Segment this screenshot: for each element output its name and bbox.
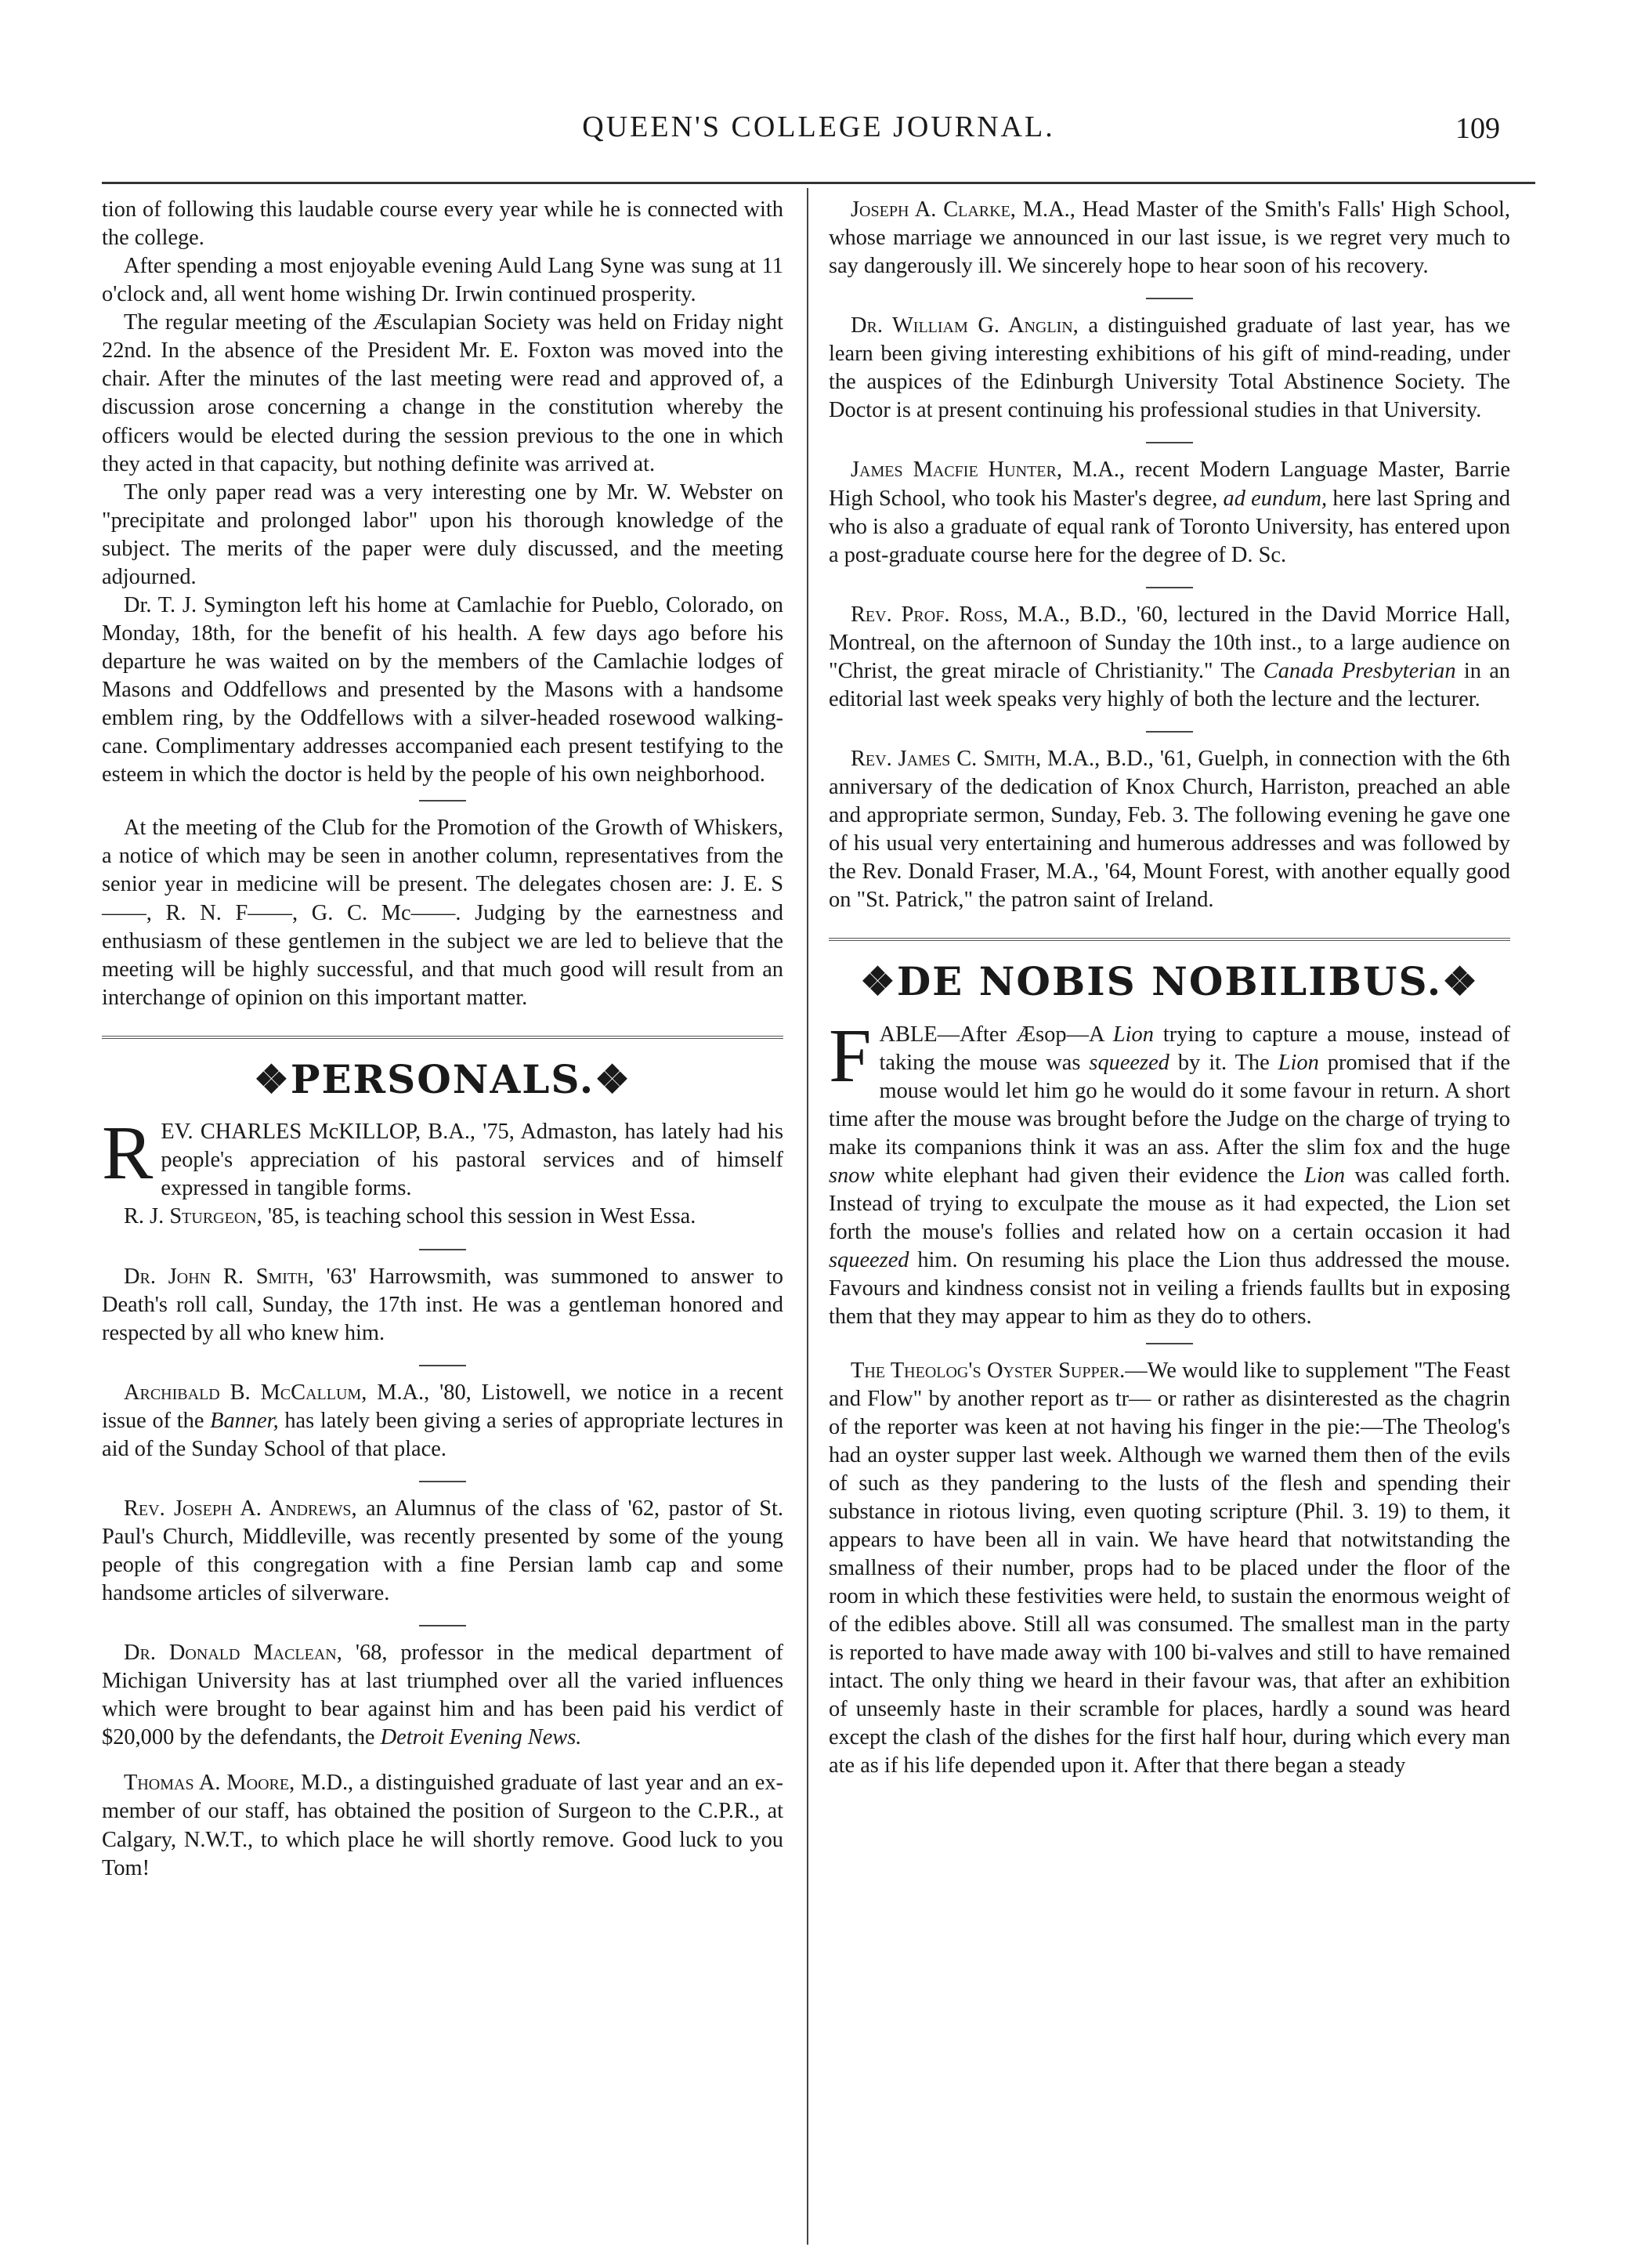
paragraph: Dr. T. J. Symington left his home at Camlachie for Pueblo, Colorado, on Monday, 18th, for the benefit of his health. A few days ago before his departure he was waited on by the members of the Camlachie lodges of Masons and Oddfellows and presented by the Masons with a handsome emblem ring, by the Oddfellows with a silver-headed rosewood walking-cane. Complimentary addresses accompanied each present testifying to the esteem in which the doctor is held by the people of his own neighborhood.: [102, 592, 783, 787]
divider: [419, 1481, 466, 1482]
divider: [419, 1365, 466, 1366]
personal-item: Dr. Donald Maclean, '68, professor in the medical department of Michigan University has at last triumphed over all the varied influences which were brought to bear against him and has been paid his verdict of $20,000 by the defendants, the Detroit Evening News.: [102, 1641, 783, 1750]
paragraph: After spending a most enjoyable evening Auld Lang Syne was sung at 11 o'clock and, all went home wishing Dr. Irwin continued prosperity.: [102, 254, 783, 307]
divider: [419, 1625, 466, 1626]
personal-item: James Macfie Hunter, M.A., recent Modern Language Master, Barrie High School, who took his Master's degree, ad eundum, here last Spring and who is also a graduate of equal rank of Toronto University, has entered upon a post-graduate course here for the degree of D. Sc.: [829, 458, 1510, 567]
paragraph: The only paper read was a very interesting one by Mr. W. Webster on "precipitate and prolonged labor" upon his thorough knowledge of the subject. The merits of the paper were duly discussed, and the meeting adjourned.: [102, 479, 783, 589]
paragraph: tion of following this laudable course every year while he is connected with the college.: [102, 197, 783, 251]
personals-heading: ❖PERSONALS.❖: [102, 1036, 783, 1105]
paragraph: The regular meeting of the Æsculapian Society was held on Friday night 22nd. In the absence of the President Mr. E. Foxton was moved into the chair. After the minutes of the last meeting were read and approved of, a discussion arose concerning a change in the constitution whereby the officers would be elected during the session previous to the one in which they acted in that capacity, but nothing definite was arrived at.: [102, 310, 783, 476]
running-title: QUEEN'S COLLEGE JOURNAL.: [582, 110, 1055, 143]
personal-item: Archibald B. McCallum, M.A., '80, Listowell, we notice in a recent issue of the Banner, has lately been giving a series of appropriate lectures in aid of the Sunday School of that place.: [102, 1380, 783, 1461]
oyster-paragraph: The Theolog's Oyster Supper.—We would like to supplement "The Feast and Flow" by another report as tr— or rather as disinterested as the chagrin of the reporter was keen at not having his finger in the pie:—The Theolog's had an oyster supper last week. Although we warned them then of the evils of such as they pandering to the lusts of the flesh and spending their substance in riotous living, even quoting scripture (Phil. 3. 19) to them, it appears to have been all in vain. We have heard that notwitstanding the smallness of their number, props had to be placed under the floor of the room in which these festivities were held, to sustain the enormous weight of of the edibles above. Still all was consumed. The smallest man in the party is reported to have made away with 100 bi-valves and still to have remained intact. The only thing we heard in their favour was, that after an exhibition of unseemly haste in their scramble for places, hardly a sound was heard except the clash of the dishes for the first half hour, during which every man ate as if his life depended upon it. After that there began a steady: [829, 1358, 1511, 1778]
personal-item: R. J. Sturgeon, '85, is teaching school this session in West Essa.: [124, 1204, 696, 1229]
personal-item: Dr. John R. Smith, '63' Harrowsmith, was summoned to answer to Death's roll call, Sunday, the 17th inst. He was a gentleman honored and respected by all who knew him.: [102, 1264, 783, 1345]
header-rule: [102, 182, 1535, 184]
personal-item: Rev. Joseph A. Andrews, an Alumnus of the class of '62, pastor of St. Paul's Church, Middleville, was recently presented by some of the young people of this congregation with a fine Persian lamb cap and some handsome articles of silverware.: [102, 1496, 783, 1606]
personal-item: Dr. William G. Anglin, a distinguished graduate of last year, has we learn been giving interesting exhibitions of his gift of mind-reading, under the auspices of the Edinburgh University Total Abstinence Society. The Doctor is at present continuing his professional studies in that University.: [829, 313, 1510, 423]
personal-item: Thomas A. Moore, M.D., a distinguished graduate of last year and an ex-member of our staff, has obtained the position of Surgeon to the C.P.R., at Calgary, N.W.T., to which place he will shortly remove. Good luck to you Tom!: [102, 1771, 783, 1880]
divider: [419, 1249, 466, 1250]
left-column: [102, 196, 783, 1900]
drop-cap: R: [102, 1111, 154, 1196]
personal-item: Rev. James C. Smith, M.A., B.D., '61, Guelph, in connection with the 6th anniversary of the dedication of Knox Church, Harriston, preached an able and appropriate sermon, Sunday, Feb. 3. The following evening he gave one of his usual very entertaining and humerous addresses and was followed by the Rev. Donald Fraser, M.A., '64, Mount Forest, with another equally good on "St. Patrick," the patron saint of Ireland.: [829, 746, 1510, 913]
paragraph: At the meeting of the Club for the Promotion of the Growth of Whiskers, a notice of which may be seen in another column, representatives from the senior year in medicine will be present. The delegates chosen are: J. E. S——, R. N. F——, G. C. Mc——. Judging by the earnestness and enthusiasm of these gentlemen in the subject we are led to believe that the meeting will be highly successful, and that much good will result from an interchange of opinion on this important matter.: [102, 816, 783, 1010]
right-column: [829, 196, 1510, 1797]
column-divider: [807, 188, 808, 2245]
personal-item: Rev. Prof. Ross, M.A., B.D., '60, lectured in the David Morrice Hall, Montreal, on the afternoon of Sunday the 10th inst., to a large audience on "Christ, the great miracle of Christianity." The Canada Presbyterian in an editorial last week speaks very highly of both the lecture and the lecturer.: [829, 602, 1510, 711]
drop-cap: F: [829, 1013, 872, 1098]
fable-paragraph: FABLE—After Æsop—A Lion trying to capture a mouse, instead of taking the mouse was squeezed by it. The Lion promised that if the mouse would let him go he would do it some favour in return. A short time after the mouse was brought before the Judge on the charge of trying to make its companions think it was an ass. After the slim fox and the huge snow white elephant had given their evidence the Lion was called forth. Instead of trying to exculpate the mouse as it had expected, the Lion set forth the mouse's follies and related how on a certain occasion it had squeezed him. On resuming his place the Lion thus addressed the mouse. Favours and kindness consist not in veiling a friends faullts but in exposing them that they may appear to him as they do to others.: [829, 1013, 1511, 1330]
personal-item: Joseph A. Clarke, M.A., Head Master of the Smith's Falls' High School, whose marriage we announced in our last issue, is we regret very much to say dangerously ill. We sincerely hope to hear soon of his recovery.: [829, 197, 1510, 279]
divider: [1146, 442, 1193, 443]
divider: [1146, 298, 1193, 299]
divider: [1146, 1343, 1193, 1344]
personal-item: REV. CHARLES McKILLOP, B.A., '75, Admaston, has lately had his people's appreciation of his pastoral services and of himself expressed in tangible forms.: [102, 1111, 783, 1201]
page-number: 109: [1455, 112, 1500, 145]
divider: [1146, 587, 1193, 588]
divider: [1146, 731, 1193, 733]
de-nobis-heading: ❖DE NOBIS NOBILIBUS.❖: [829, 938, 1510, 1007]
divider: [419, 800, 466, 801]
